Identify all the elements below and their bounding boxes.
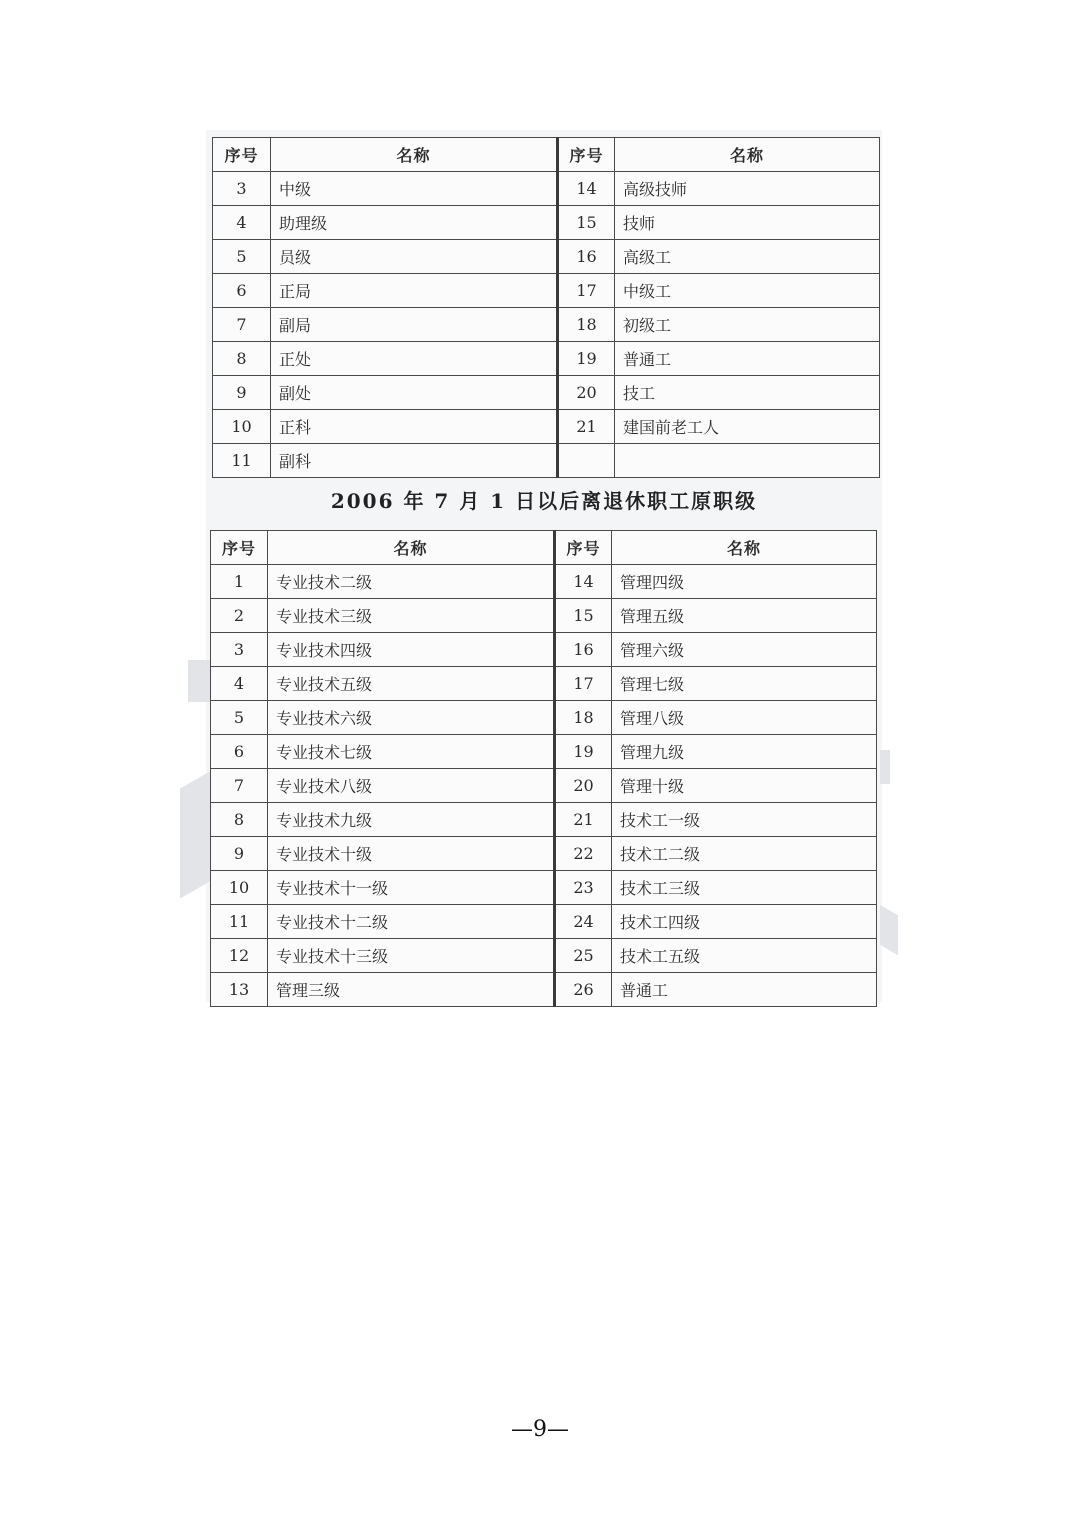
table-row <box>213 376 880 410</box>
grade-table-before-2006 <box>212 137 880 478</box>
row-name-left: 专业技术四级 <box>268 633 555 667</box>
row-name-right: 管理八级 <box>612 701 877 735</box>
row-number-right: 23 <box>555 871 612 905</box>
table-row <box>213 308 880 342</box>
row-number-left: 7 <box>213 308 271 342</box>
row-name-right: 高级工 <box>615 240 880 274</box>
row-number-right: 24 <box>555 905 612 939</box>
row-name-left: 专业技术三级 <box>268 599 555 633</box>
table-body <box>213 138 880 478</box>
table-row <box>211 837 877 871</box>
row-number-left: 5 <box>213 240 271 274</box>
row-number-right: 19 <box>555 735 612 769</box>
row-number-left: 3 <box>211 633 268 667</box>
row-name-right: 建国前老工人 <box>615 410 880 444</box>
row-name-left: 专业技术十一级 <box>268 871 555 905</box>
header-no: 序号 <box>213 138 271 172</box>
row-number-right: 26 <box>555 973 612 1007</box>
row-number-left: 6 <box>213 274 271 308</box>
row-name-right: 技术工五级 <box>612 939 877 973</box>
row-number-right: 17 <box>558 274 615 308</box>
row-name-right: 管理十级 <box>612 769 877 803</box>
row-name-left: 中级 <box>271 172 558 206</box>
row-name-left: 副处 <box>271 376 558 410</box>
row-number-right: 22 <box>555 837 612 871</box>
row-name-left: 管理三级 <box>268 973 555 1007</box>
row-name-right: 技术工二级 <box>612 837 877 871</box>
table-row <box>211 735 877 769</box>
row-name-right: 高级技师 <box>615 172 880 206</box>
row-number-right: 14 <box>555 565 612 599</box>
table-row <box>213 410 880 444</box>
table-row <box>211 973 877 1007</box>
row-number-left: 4 <box>211 667 268 701</box>
row-name-left: 副科 <box>271 444 558 478</box>
row-name-left: 专业技术六级 <box>268 701 555 735</box>
table-row <box>213 240 880 274</box>
table-body <box>211 531 877 1007</box>
row-number-right: 18 <box>558 308 615 342</box>
header-no: 序号 <box>555 531 612 565</box>
table-row <box>213 274 880 308</box>
table-row <box>211 667 877 701</box>
row-name-left: 专业技术七级 <box>268 735 555 769</box>
row-name-left: 正处 <box>271 342 558 376</box>
row-number-left: 11 <box>211 905 268 939</box>
row-name-right: 技术工一级 <box>612 803 877 837</box>
row-name-right: 初级工 <box>615 308 880 342</box>
row-number-right: 21 <box>555 803 612 837</box>
table-row <box>211 599 877 633</box>
row-name-right: 中级工 <box>615 274 880 308</box>
watermark-shape <box>880 905 898 955</box>
grade-table-after-2006 <box>210 530 877 1007</box>
table-row <box>211 565 877 599</box>
row-number-right: 20 <box>558 376 615 410</box>
row-name-left: 正局 <box>271 274 558 308</box>
row-number-right: 16 <box>558 240 615 274</box>
row-number-right: 15 <box>555 599 612 633</box>
row-number-left: 2 <box>211 599 268 633</box>
row-number-right: 16 <box>555 633 612 667</box>
row-number-right: 17 <box>555 667 612 701</box>
row-name-left: 员级 <box>271 240 558 274</box>
row-number-left: 12 <box>211 939 268 973</box>
table-row <box>211 871 877 905</box>
table-header-row <box>211 531 877 565</box>
table-row <box>213 342 880 376</box>
row-name-right: 管理五级 <box>612 599 877 633</box>
row-number-right: 25 <box>555 939 612 973</box>
table-header-row <box>213 138 880 172</box>
table-row <box>213 172 880 206</box>
row-name-right: 技工 <box>615 376 880 410</box>
row-number-left: 5 <box>211 701 268 735</box>
table-row <box>213 444 880 478</box>
row-name-right: 普通工 <box>615 342 880 376</box>
header-name: 名称 <box>268 531 555 565</box>
row-name-right: 管理七级 <box>612 667 877 701</box>
row-number-left: 6 <box>211 735 268 769</box>
row-name-left: 专业技术五级 <box>268 667 555 701</box>
table-row <box>211 769 877 803</box>
row-number-left: 1 <box>211 565 268 599</box>
row-number-right: 14 <box>558 172 615 206</box>
row-name-left: 专业技术九级 <box>268 803 555 837</box>
row-number-right: 15 <box>558 206 615 240</box>
section-title: 2006 年 7 月 1 日以后离退休职工原职级 <box>330 489 758 513</box>
row-name-right: 管理四级 <box>612 565 877 599</box>
row-name-left: 专业技术十级 <box>268 837 555 871</box>
row-number-left: 13 <box>211 973 268 1007</box>
table-row <box>213 206 880 240</box>
row-name-left: 专业技术十三级 <box>268 939 555 973</box>
row-name-right: 管理六级 <box>612 633 877 667</box>
watermark-shape <box>180 771 210 898</box>
row-number-left: 10 <box>213 410 271 444</box>
row-name-right: 技术工三级 <box>612 871 877 905</box>
row-number-left: 7 <box>211 769 268 803</box>
header-name: 名称 <box>271 138 558 172</box>
table-row <box>211 701 877 735</box>
header-name: 名称 <box>612 531 877 565</box>
row-name-left: 专业技术十二级 <box>268 905 555 939</box>
row-number-left: 9 <box>213 376 271 410</box>
row-name-right: 管理九级 <box>612 735 877 769</box>
table-row <box>211 803 877 837</box>
row-name-right <box>615 444 880 478</box>
row-number-left: 8 <box>211 803 268 837</box>
header-name: 名称 <box>615 138 880 172</box>
table-row <box>211 633 877 667</box>
row-number-left: 4 <box>213 206 271 240</box>
row-number-left: 3 <box>213 172 271 206</box>
row-number-right <box>558 444 615 478</box>
row-name-left: 专业技术二级 <box>268 565 555 599</box>
row-name-right: 普通工 <box>612 973 877 1007</box>
table-row <box>211 939 877 973</box>
row-number-left: 10 <box>211 871 268 905</box>
row-name-right: 技术工四级 <box>612 905 877 939</box>
row-number-right: 18 <box>555 701 612 735</box>
row-name-left: 专业技术八级 <box>268 769 555 803</box>
row-number-right: 20 <box>555 769 612 803</box>
row-number-left: 11 <box>213 444 271 478</box>
row-name-left: 正科 <box>271 410 558 444</box>
row-number-right: 19 <box>558 342 615 376</box>
table-row <box>211 905 877 939</box>
row-name-left: 助理级 <box>271 206 558 240</box>
row-number-right: 21 <box>558 410 615 444</box>
row-name-right: 技师 <box>615 206 880 240</box>
row-number-left: 8 <box>213 342 271 376</box>
watermark-shape <box>880 750 890 784</box>
row-name-left: 副局 <box>271 308 558 342</box>
row-number-left: 9 <box>211 837 268 871</box>
page-number: —9— <box>511 1417 569 1442</box>
header-no: 序号 <box>558 138 615 172</box>
header-no: 序号 <box>211 531 268 565</box>
